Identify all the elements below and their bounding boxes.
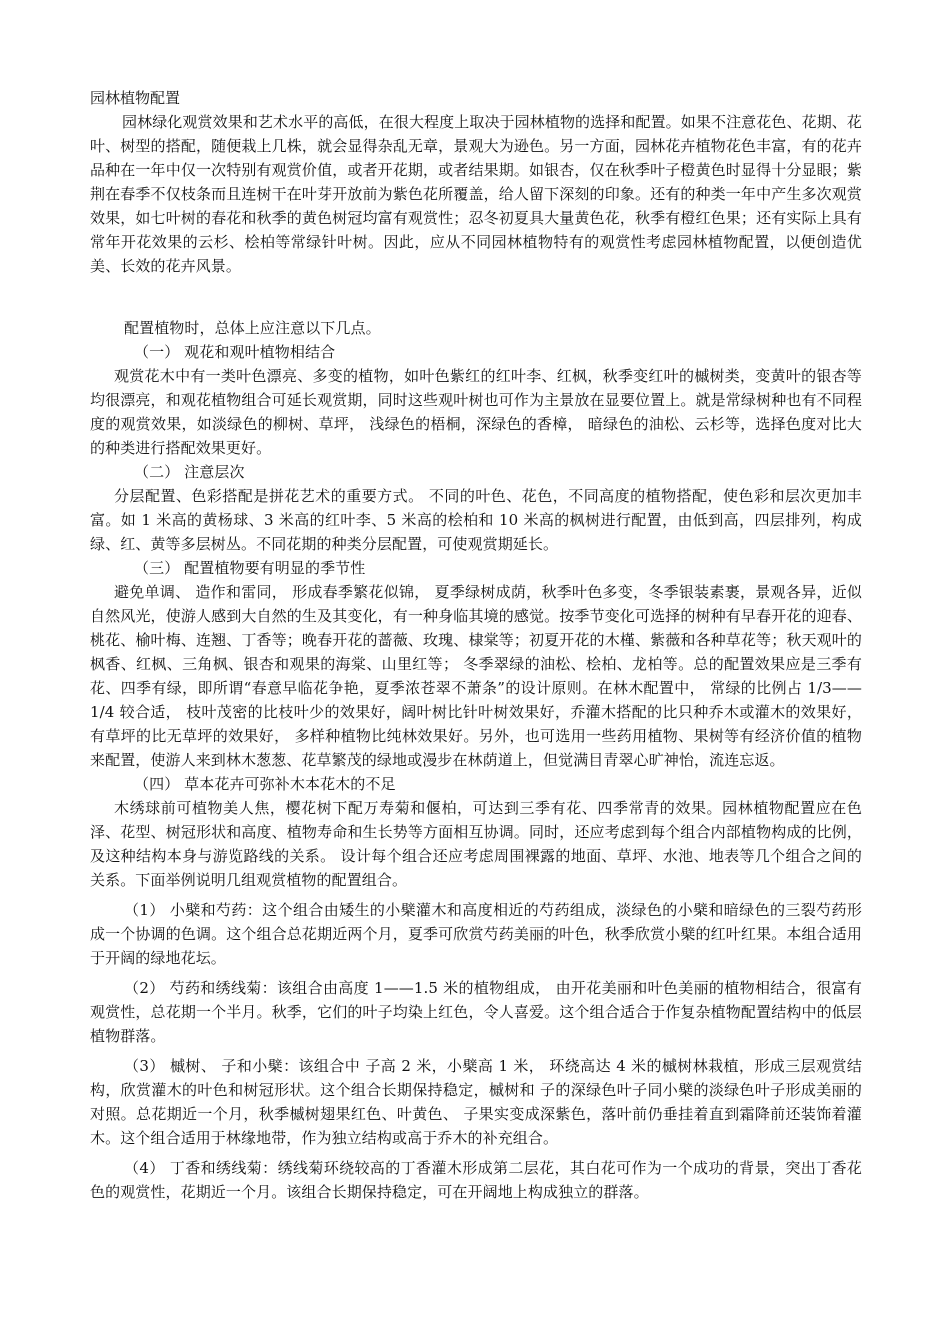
combo-item: （2） 芍药和绣线菊：该组合由高度 1——1.5 米的植物组成， 由开花美丽和叶色美丽的植物相结合，很富有观赏性，总花期一个半月。秋季，它们的叶子均染上红色，令人喜爱。这个组合适合于作复杂植物配置结构中的低层植物群落。 xyxy=(90,979,862,1045)
section-heading: （二） 注意层次 xyxy=(134,463,245,481)
intro-paragraph: 园林绿化观赏效果和艺术水平的高低，在很大程度上取决于园林植物的选择和配置。如果不注意花色、花期、花叶、树型的搭配，随便栽上几株，就会显得杂乱无章，景观大为逊色。另一方面，园林花卉植物花色丰富，有的花卉品种在一年中仅一次特别有观赏价值，或者开花期，或者结果期。如银杏，仅在秋季叶子橙黄色时显得十分显眼；紫荆在春季不仅枝条而且连树干在叶芽开放前为紫色花所覆盖，给人留下深刻的印象。还有的种类一年中产生多次观赏效果，如七叶树的春花和秋季的黄色树冠均富有观赏性；忍冬初夏具大量黄色花，秋季有橙红色果；还有实际上具有常年开花效果的云杉、桧柏等常绿针叶树。因此，应从不同园林植物特有的观赏性考虑园林植物配置，以便创造优美、长效的花卉风景。 xyxy=(90,113,862,275)
combo-item: （4） 丁香和绣线菊：绣线菊环绕较高的丁香灌木形成第二层花，其白花可作为一个成功的背景，突出丁香花色的观赏性，花期近一个月。该组合长期保持稳定，可在开阔地上构成独立的群落。 xyxy=(90,1159,862,1201)
section-heading: （三） 配置植物要有明显的季节性 xyxy=(134,559,366,577)
section-body: 避免单调、 造作和雷同， 形成春季繁花似锦， 夏季绿树成荫，秋季叶色多变，冬季银装素裹，景观各异，近似自然风光，使游人感到大自然的生及其变化，有一种身临其境的感觉。按季节变化可选择的树种有早春开花的迎春、桃花、榆叶梅、连翘、丁香等；晚春开花的蔷薇、玫瑰、棣棠等；初夏开花的木槿、紫薇和各种草花等；秋天观叶的枫香、红枫、三角枫、银杏和观果的海棠、山里红等； 冬季翠绿的油松、桧柏、龙柏等。总的配置效果应是三季有花、四季有绿，即所谓“春意早临花争艳，夏季浓苍翠不萧条”的设计原则。在林木配置中， 常绿的比例占 1/3——1/4 较合适， 枝叶茂密的比枝叶少的效果好，阔叶树比针叶树效果好，乔灌木搭配的比只种乔木或灌木的效果好，有草坪的比无草坪的效果好， 多样种植物比纯林效果好。另外，也可选用一些药用植物、果树等有经济价值的植物来配置，使游人来到林木葱葱、花草繁茂的绿地或漫步在林荫道上，但觉满目青翠心旷神怡，流连忘返。 xyxy=(90,583,862,769)
document-title: 园林植物配置 xyxy=(90,89,181,107)
combo-item: （3） 槭树、 子和小檗：该组合中 子高 2 米，小檗高 1 米， 环绕高达 4 米的槭树林栽植，形成三层观赏结构，欣赏灌木的叶色和树冠形状。这个组合长期保持稳定，槭树和 子的深绿色叶子同小檗的淡绿色叶子形成美丽的对照。总花期近一个月，秋季槭树翅果红色、叶黄色、 子果实变成深紫色，落叶前仍垂挂着直到霜降前还装饰着灌木。这个组合适用于林缘地带，作为独立结构或高于乔木的补充组合。 xyxy=(90,1057,862,1147)
document-page xyxy=(90,88,862,1204)
combo-item: （1） 小檗和芍药：这个组合由矮生的小檗灌木和高度相近的芍药组成，淡绿色的小檗和暗绿色的三裂芍药形成一个协调的色调。这个组合总花期近两个月，夏季可欣赏芍药美丽的叶色，秋季欣赏小檗的红叶红果。本组合适用于开阔的绿地花坛。 xyxy=(90,901,862,967)
section-body: 观赏花木中有一类叶色漂亮、多变的植物，如叶色紫红的红叶李、红枫，秋季变红叶的槭树类，变黄叶的银杏等均很漂亮，和观花植物组合可延长观赏期，同时这些观叶树也可作为主景放在显要位置上。就是常绿树种也有不同程度的观赏效果，如淡绿色的柳树、草坪， 浅绿色的梧桐，深绿色的香樟， 暗绿色的油松、云杉等，选择色度对比大的种类进行搭配效果更好。 xyxy=(90,367,862,457)
lead-in-text: 配置植物时，总体上应注意以下几点。 xyxy=(124,319,381,337)
paragraph-gap xyxy=(90,302,862,316)
section-heading: （一） 观花和观叶植物相结合 xyxy=(134,343,336,361)
section-body: 分层配置、色彩搭配是拼花艺术的重要方式。 不同的叶色、花色，不同高度的植物搭配，使色彩和层次更加丰富。如 1 米高的黄杨球、3 米高的红叶李、5 米高的桧柏和 10 米高的枫树进行配置，由低到高，四层排列，构成绿、红、黄等多层树丛。不同花期的种类分层配置，可使观赏期延长。 xyxy=(90,487,862,553)
paragraph-gap xyxy=(90,278,862,302)
section-body: 木绣球前可植物美人焦，樱花树下配万寿菊和偃柏，可达到三季有花、四季常青的效果。园林植物配置应在色泽、花型、树冠形状和高度、植物寿命和生长势等方面相互协调。同时，还应考虑到每个组合内部植物构成的比例，及这种结构本身与游览路线的关系。 设计每个组合还应考虑周围裸露的地面、草坪、水池、地表等几个组合之间的关系。下面举例说明几组观赏植物的配置组合。 xyxy=(90,799,862,889)
section-heading: （四） 草本花卉可弥补木本花木的不足 xyxy=(134,775,396,793)
